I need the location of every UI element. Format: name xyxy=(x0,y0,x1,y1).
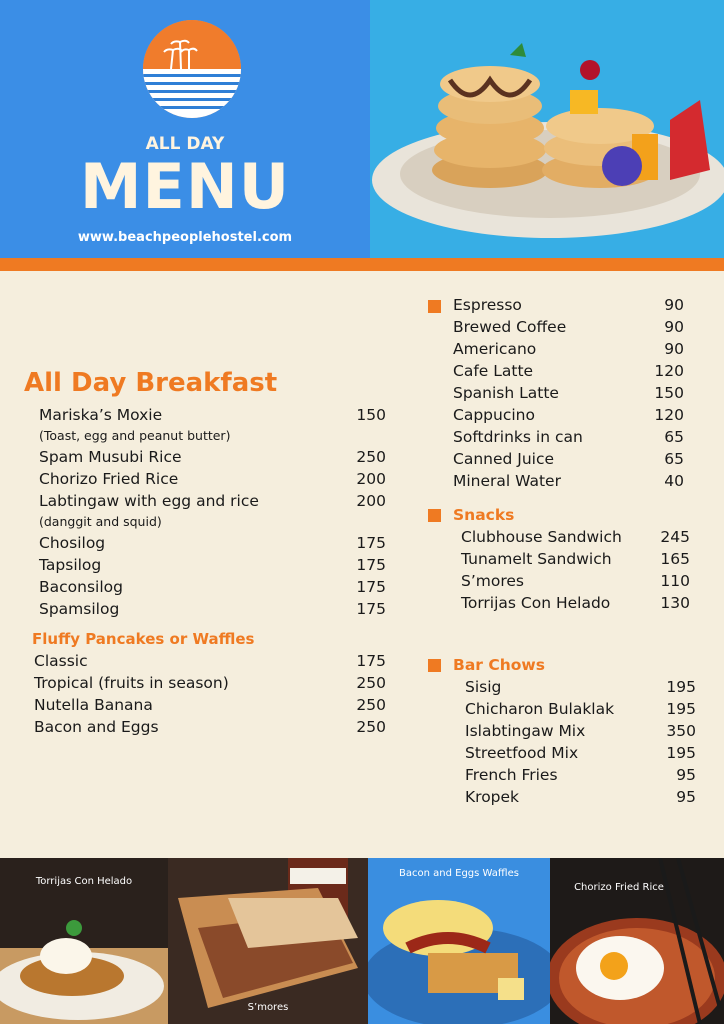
item-name: Chosilog xyxy=(39,534,106,552)
item-price: 250 xyxy=(356,674,386,692)
item-price: 175 xyxy=(356,556,386,574)
menu-item xyxy=(24,492,394,514)
item-name: Chorizo Fried Rice xyxy=(39,470,179,488)
item-name: Baconsilog xyxy=(39,578,123,596)
item-name: Cafe Latte xyxy=(453,362,534,380)
menu-item xyxy=(428,528,694,550)
bullet-icon xyxy=(428,509,441,522)
header-divider xyxy=(0,258,724,271)
item-name: Bacon and Eggs xyxy=(34,718,159,736)
item-price: 250 xyxy=(356,696,386,714)
photo-caption: S’mores xyxy=(247,1002,289,1013)
item-description: (danggit and squid) xyxy=(39,514,162,529)
menu-item xyxy=(428,406,694,428)
item-name: Mariska’s Moxie xyxy=(39,406,163,424)
item-price: 150 xyxy=(654,384,684,402)
menu-item xyxy=(428,744,694,766)
menu-item xyxy=(24,578,394,600)
item-name: Brewed Coffee xyxy=(453,318,567,336)
menu-item xyxy=(428,788,694,810)
item-price: 175 xyxy=(356,578,386,596)
item-name: Sisig xyxy=(465,678,502,696)
item-name: Spanish Latte xyxy=(453,384,559,402)
item-name: Islabtingaw Mix xyxy=(465,722,586,740)
item-name: Tropical (fruits in season) xyxy=(34,674,229,692)
item-price: 195 xyxy=(666,700,696,718)
item-name: Classic xyxy=(34,652,88,670)
sunset-logo-icon xyxy=(143,20,241,118)
item-name: Canned Juice xyxy=(453,450,555,468)
item-price: 250 xyxy=(356,718,386,736)
item-price: 165 xyxy=(660,550,690,568)
menu-header xyxy=(0,0,724,258)
item-price: 195 xyxy=(666,678,696,696)
item-price: 175 xyxy=(356,534,386,552)
item-price: 175 xyxy=(356,652,386,670)
section-title: Snacks xyxy=(453,506,515,524)
brand-panel xyxy=(0,0,370,258)
item-name: Torrijas Con Helado xyxy=(461,594,611,612)
menu-item xyxy=(428,472,694,494)
breakfast-heading: All Day Breakfast xyxy=(24,368,278,398)
menu-item xyxy=(24,534,394,556)
menu-item xyxy=(428,572,694,594)
menu-item xyxy=(428,722,694,744)
item-price: 90 xyxy=(664,340,684,358)
photo-caption: Bacon and Eggs Waffles xyxy=(399,868,519,879)
item-price: 95 xyxy=(676,788,696,806)
item-price: 90 xyxy=(664,318,684,336)
item-price: 110 xyxy=(660,572,690,590)
menu-item xyxy=(428,340,694,362)
menu-item xyxy=(24,600,394,622)
pancakes-heading: Fluffy Pancakes or Waffles xyxy=(32,630,255,648)
item-price: 95 xyxy=(676,766,696,784)
menu-item xyxy=(24,718,394,740)
item-name: Tunamelt Sandwich xyxy=(461,550,612,568)
item-name: Espresso xyxy=(453,296,522,314)
bullet-icon xyxy=(428,659,441,672)
menu-item xyxy=(24,470,394,492)
bullet-icon xyxy=(428,300,441,313)
item-price: 245 xyxy=(660,528,690,546)
item-name: Cappucino xyxy=(453,406,535,424)
menu-item xyxy=(24,674,394,696)
menu-item xyxy=(24,652,394,674)
section-title: Bar Chows xyxy=(453,656,545,674)
photo-chorizo-rice xyxy=(550,858,724,1024)
item-name: French Fries xyxy=(465,766,558,784)
photo-bacon-waffles xyxy=(368,858,550,1024)
item-price: 90 xyxy=(664,296,684,314)
item-price: 195 xyxy=(666,744,696,762)
menu-item xyxy=(428,678,694,700)
item-price: 130 xyxy=(660,594,690,612)
item-description: (Toast, egg and peanut butter) xyxy=(39,428,231,443)
item-price: 175 xyxy=(356,600,386,618)
menu-item xyxy=(24,448,394,470)
menu-item xyxy=(428,362,694,384)
item-name: Clubhouse Sandwich xyxy=(461,528,622,546)
photo-torrijas xyxy=(0,858,168,1024)
photo-caption: Chorizo Fried Rice xyxy=(574,882,664,893)
item-name: Mineral Water xyxy=(453,472,561,490)
menu-title: MENU xyxy=(79,150,291,223)
item-name: Kropek xyxy=(465,788,520,806)
item-price: 150 xyxy=(356,406,386,424)
item-name: Chicharon Bulaklak xyxy=(465,700,615,718)
breakfast-column xyxy=(24,368,394,740)
item-name: Nutella Banana xyxy=(34,696,153,714)
photo-caption: Torrijas Con Helado xyxy=(35,876,133,887)
item-name: S’mores xyxy=(461,572,524,590)
bar-chows-heading xyxy=(428,656,694,678)
item-name: Softdrinks in can xyxy=(453,428,583,446)
menu-item xyxy=(428,766,694,788)
all-day-label: ALL DAY xyxy=(145,134,225,154)
photo-smores xyxy=(168,858,368,1024)
menu-item xyxy=(428,594,694,616)
menu-item xyxy=(428,450,694,472)
item-price: 250 xyxy=(356,448,386,466)
snacks-heading xyxy=(428,506,694,528)
menu-item xyxy=(428,428,694,450)
item-name: Americano xyxy=(453,340,537,358)
menu-item xyxy=(24,406,394,428)
photo-strip xyxy=(0,858,724,1024)
pancake-photo xyxy=(370,0,724,258)
item-price: 350 xyxy=(666,722,696,740)
item-name: Streetfood Mix xyxy=(465,744,579,762)
item-name: Spamsilog xyxy=(39,600,120,618)
menu-item xyxy=(428,700,694,722)
item-price: 120 xyxy=(654,362,684,380)
item-price: 120 xyxy=(654,406,684,424)
menu-item xyxy=(428,296,694,318)
item-name: Spam Musubi Rice xyxy=(39,448,182,466)
menu-item xyxy=(24,696,394,718)
item-price: 65 xyxy=(664,450,684,468)
item-price: 40 xyxy=(664,472,684,490)
item-name: Labtingaw with egg and rice xyxy=(39,492,259,510)
menu-item xyxy=(24,556,394,578)
item-price: 200 xyxy=(356,470,386,488)
menu-item xyxy=(428,550,694,572)
menu-item xyxy=(428,384,694,406)
item-name: Tapsilog xyxy=(39,556,102,574)
website-url: www.beachpeoplehostel.com xyxy=(77,230,293,245)
item-price: 65 xyxy=(664,428,684,446)
item-price: 200 xyxy=(356,492,386,510)
drinks-snacks-column xyxy=(428,296,694,810)
menu-item xyxy=(428,318,694,340)
